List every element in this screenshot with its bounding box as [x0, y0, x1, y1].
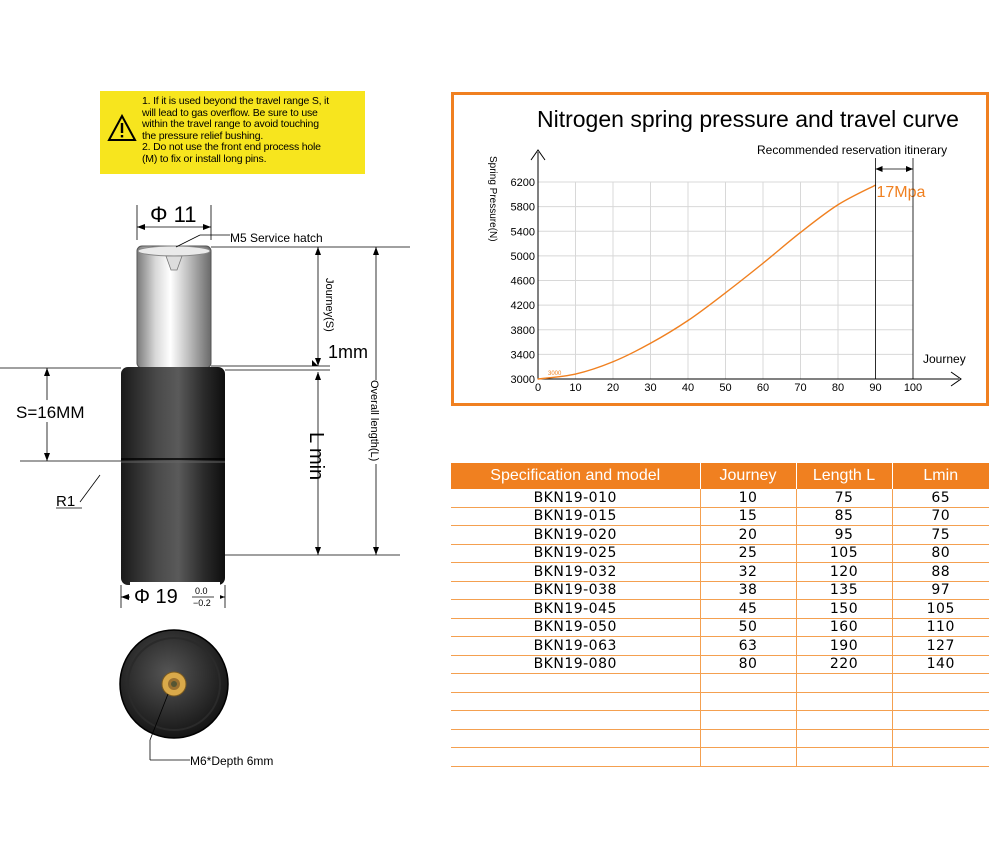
x-tick-label: 20 — [606, 382, 620, 394]
empty-cell — [700, 711, 796, 730]
empty-cell — [892, 748, 989, 767]
cell-journey: 15 — [700, 507, 796, 526]
pressure-travel-chart — [451, 92, 989, 406]
table-empty-row — [451, 674, 989, 693]
pressure-17mpa-label: 17Mpa — [876, 184, 926, 202]
series-line-pressure — [538, 185, 876, 379]
cell-lmin: 75 — [892, 526, 989, 545]
y-tick-label: 5400 — [510, 226, 535, 239]
table-row — [451, 526, 989, 545]
y-tick-label: 6200 — [510, 177, 535, 189]
cell-model: BKN19-045 — [451, 600, 700, 619]
x-tick-label: 10 — [569, 382, 582, 394]
empty-cell — [451, 748, 700, 767]
table-empty-row — [451, 748, 989, 767]
cell-length: 120 — [796, 563, 892, 582]
cell-lmin: 97 — [892, 581, 989, 600]
cell-length: 105 — [796, 544, 892, 563]
empty-cell — [892, 711, 989, 730]
table-empty-row — [451, 692, 989, 711]
y-tick-label: 3400 — [510, 349, 535, 362]
cell-model: BKN19-020 — [451, 526, 700, 545]
cell-length: 75 — [796, 489, 892, 507]
empty-cell — [700, 692, 796, 711]
reservation-arrow-right — [906, 166, 913, 172]
data-point — [537, 378, 538, 379]
empty-cell — [796, 729, 892, 748]
table-row — [451, 507, 989, 526]
empty-cell — [700, 729, 796, 748]
cell-lmin: 140 — [892, 655, 989, 674]
one-mm-label: 1mm — [328, 342, 368, 362]
overall-dim-label: Overall length(L) — [368, 380, 380, 462]
spec-table — [451, 463, 989, 767]
cell-length: 135 — [796, 581, 892, 600]
cell-length: 95 — [796, 526, 892, 545]
x-tick-label: 70 — [794, 382, 807, 394]
journey-dim-label: Journey(S) — [323, 278, 335, 332]
cell-lmin: 70 — [892, 507, 989, 526]
empty-cell — [796, 711, 892, 730]
empty-cell — [796, 692, 892, 711]
table-empty-row — [451, 729, 989, 748]
data-point — [837, 204, 838, 205]
table-empty-row — [451, 711, 989, 730]
y-tick-label: 4600 — [510, 275, 535, 288]
table-row — [451, 581, 989, 600]
rod-top — [138, 246, 210, 256]
table-row — [451, 618, 989, 637]
tolerance-upper: 0.0 — [195, 586, 208, 596]
y-tick-label: 5000 — [510, 250, 535, 263]
empty-cell — [892, 729, 989, 748]
cell-length: 85 — [796, 507, 892, 526]
cell-journey: 50 — [700, 618, 796, 637]
cell-lmin: 110 — [892, 618, 989, 637]
x-tick-label: 60 — [756, 382, 770, 394]
cell-lmin: 80 — [892, 544, 989, 563]
r1-label: R1 — [56, 493, 76, 510]
empty-cell — [700, 748, 796, 767]
cell-journey: 63 — [700, 637, 796, 656]
tolerance-lower: −0.2 — [193, 598, 211, 608]
m6-label: M6*Depth 6mm — [190, 754, 274, 768]
lmin-dim-label: L min — [305, 432, 327, 481]
cell-journey: 20 — [700, 526, 796, 545]
phi11-label: Φ 11 — [150, 202, 197, 227]
x-axis-label: Journey — [923, 352, 966, 366]
phi19-label: Φ 19 — [134, 586, 178, 608]
table-row — [451, 544, 989, 563]
table-row — [451, 655, 989, 674]
table-header-row — [451, 463, 989, 489]
y-tick-label: 4200 — [510, 300, 535, 313]
table-row — [451, 563, 989, 582]
empty-cell — [796, 674, 892, 693]
cell-journey: 45 — [700, 600, 796, 619]
cell-lmin: 105 — [892, 600, 989, 619]
x-tick-label: 90 — [869, 382, 882, 394]
table-row — [451, 600, 989, 619]
spring-drawing — [0, 0, 450, 851]
empty-cell — [451, 692, 700, 711]
y-tick-label: 3000 — [510, 374, 535, 386]
data-point — [725, 292, 726, 293]
cylinder-body — [121, 367, 225, 585]
cell-model: BKN19-080 — [451, 655, 700, 674]
reservation-annotation: Recommended reservation itinerary — [757, 143, 948, 157]
cell-model: BKN19-032 — [451, 563, 700, 582]
cell-journey: 32 — [700, 563, 796, 582]
cell-journey: 10 — [700, 489, 796, 507]
x-tick-label: 0 — [534, 382, 542, 394]
data-point — [687, 320, 688, 321]
reservation-arrow-left — [876, 166, 883, 172]
cell-journey: 38 — [700, 581, 796, 600]
x-tick-label: 40 — [681, 382, 695, 394]
empty-cell — [451, 729, 700, 748]
table-row — [451, 489, 989, 507]
empty-cell — [451, 711, 700, 730]
x-tick-label: 50 — [719, 382, 732, 394]
cell-journey: 25 — [700, 544, 796, 563]
empty-cell — [892, 692, 989, 711]
cell-model: BKN19-015 — [451, 507, 700, 526]
data-point — [762, 263, 763, 264]
empty-cell — [451, 674, 700, 693]
cell-model: BKN19-010 — [451, 489, 700, 507]
data-point — [650, 343, 651, 344]
header-lmin: Lmin — [892, 463, 989, 489]
warning-text: 1. If it is used beyond the travel range S, it will lead to gas overflow. Be sure to use within the travel range to avoid touching the pressure relief bushing. 2. Do not use the front end process hole (M) to fix or install long pins. — [142, 95, 329, 165]
cell-model: BKN19-038 — [451, 581, 700, 600]
cell-length: 220 — [796, 655, 892, 674]
header-journey: Journey — [700, 463, 796, 489]
data-point — [575, 373, 576, 374]
cell-model: BKN19-050 — [451, 618, 700, 637]
header-length: Length L — [796, 463, 892, 489]
y-tick-label: 3800 — [510, 324, 535, 337]
cell-lmin: 88 — [892, 563, 989, 582]
start-value-label: 3000 — [548, 371, 562, 377]
header-spec: Specification and model — [451, 463, 700, 489]
cell-journey: 80 — [700, 655, 796, 674]
m5-label: M5 Service hatch — [230, 231, 323, 245]
cell-length: 150 — [796, 600, 892, 619]
s-stroke-label: S=16MM — [16, 403, 85, 422]
x-tick-label: 100 — [903, 382, 923, 394]
empty-cell — [892, 674, 989, 693]
cell-model: BKN19-063 — [451, 637, 700, 656]
chart-title: Nitrogen spring pressure and travel curve — [537, 106, 959, 132]
x-tick-label: 80 — [831, 382, 845, 394]
cell-model: BKN19-025 — [451, 544, 700, 563]
cell-length: 190 — [796, 637, 892, 656]
y-tick-label: 5800 — [510, 201, 535, 214]
cell-lmin: 65 — [892, 489, 989, 507]
empty-cell — [796, 748, 892, 767]
data-point — [800, 232, 801, 233]
empty-cell — [700, 674, 796, 693]
cell-lmin: 127 — [892, 637, 989, 656]
data-point — [612, 361, 613, 362]
x-tick-label: 30 — [644, 382, 657, 394]
y-axis-label: Spring Pressure(N) — [487, 156, 498, 242]
cell-length: 160 — [796, 618, 892, 637]
table-row — [451, 637, 989, 656]
